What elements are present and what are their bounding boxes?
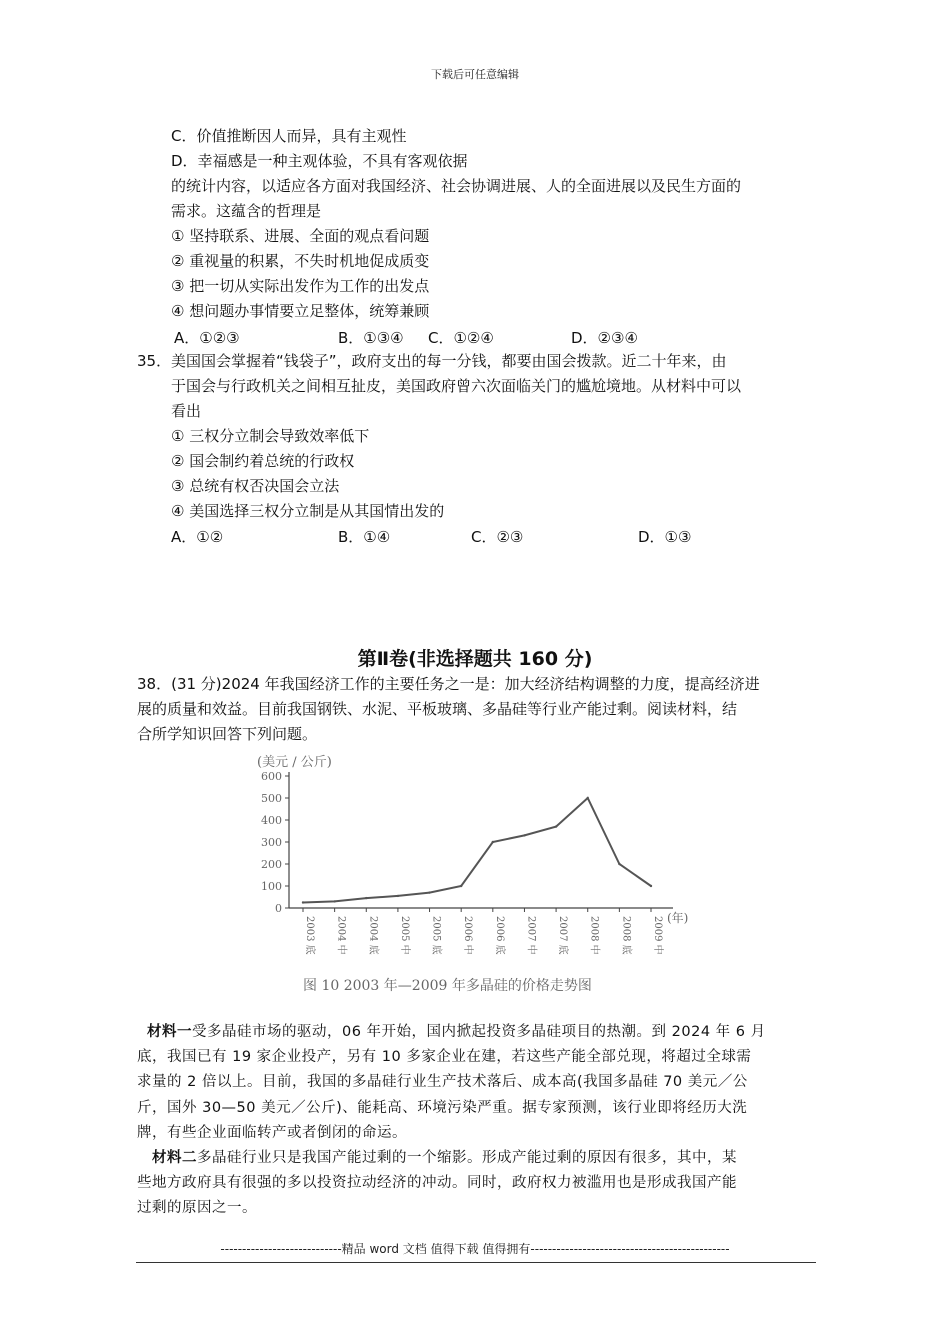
statement-item: ① 坚持联系、进展、全面的观点看问题 [171, 227, 430, 245]
material-1-line: 牌，有些企业面临转产或者倒闭的命运。 [137, 1125, 407, 1141]
chart-data-point [365, 897, 367, 899]
material-2-label: 材料二 [152, 1150, 197, 1166]
chart-data-point [523, 834, 525, 836]
chart-data-point [302, 901, 304, 903]
chart-data-point [428, 891, 430, 893]
chart-data-point [555, 825, 557, 827]
chart-x-tick-label: 2004 中 [335, 916, 347, 955]
chart-x-tick-label: 2007 中 [525, 916, 537, 955]
chart-x-tick-label: 2008 中 [588, 916, 600, 955]
chart-x-tick-label: 2008 底 [620, 916, 632, 955]
question-38-line: 展的质量和效益。目前我国钢铁、水泥、平板玻璃、多晶硅等行业产能过剩。阅读材料，结 [137, 700, 738, 718]
answer-option-b: B．①④ [338, 528, 391, 546]
page-footer: ----------------------------精品 word 文档 值得下载 值得拥有---------------------------------------------- [220, 1242, 730, 1256]
statement-item: ③ 总统有权否决国会立法 [171, 477, 340, 495]
chart-x-tick-label: 2003 底 [304, 916, 315, 955]
material-2-line: 过剩的原因之一。 [137, 1200, 257, 1216]
question-text-line: 的统计内容，以适应各方面对我国经济、社会协调进展、人的全面进展以及民生方面的 [171, 177, 742, 195]
chart-x-axis-label: (年) [667, 911, 689, 925]
chart-y-tick-label: 100 [261, 880, 282, 893]
question-text-line: 美国国会掌握着“钱袋子”，政府支出的每一分钱，都要由国会拨款。近二十年来，由 [171, 352, 727, 370]
material-2-line: 些地方政府具有很强的多以投资拉动经济的冲动。同时，政府权力被滥用也是形成我国产能 [137, 1175, 737, 1191]
chart-x-tick-label: 2006 中 [462, 916, 474, 955]
chart-y-tick-label: 200 [261, 858, 282, 871]
section-title: 第Ⅱ卷(非选择题共 160 分) [357, 648, 593, 670]
chart-x-tick-label: 2007 底 [557, 916, 569, 955]
chart-y-tick-label: 600 [261, 770, 282, 783]
chart-y-axis-label: (美元 / 公斤) [257, 755, 332, 770]
answer-option-b: B．①③④ [338, 329, 404, 347]
chart-data-point [460, 885, 462, 887]
question-text-line: 需求。这蕴含的哲理是 [171, 202, 322, 220]
footer-divider [136, 1262, 816, 1263]
statement-item: ① 三权分立制会导致效率低下 [171, 427, 370, 445]
answer-option-d: D．①③ [638, 528, 692, 546]
material-2-line [152, 1146, 737, 1172]
chart-data-point [333, 900, 335, 902]
chart-y-tick-label: 0 [275, 902, 282, 915]
answer-option-c: C．②③ [471, 528, 524, 546]
chart-y-tick-label: 300 [261, 836, 282, 849]
chart-title: 图 10 2003 年—2009 年多晶硅的价格走势图 [303, 978, 592, 994]
chart-data-point [650, 885, 652, 887]
chart-x-tick-label: 2004 底 [367, 916, 379, 955]
polysilicon-price-chart [255, 750, 715, 1000]
question-text-line: 于国会与行政机关之间相互扯皮，美国政府曾六次面临关门的尴尬境地。从材料中可以 [171, 377, 742, 395]
chart-data-point [587, 797, 589, 799]
material-1-line: 斤，国外 30—50 美元／公斤)、能耗高、环境污染严重。据专家预测，该行业即将经历大洗 [137, 1100, 748, 1116]
question-38-line: 合所学知识回答下列问题。 [137, 725, 318, 743]
statement-item: ② 国会制约着总统的行政权 [171, 452, 355, 470]
answer-option-c: C．①②④ [428, 329, 494, 347]
option-d-text: D．幸福感是一种主观体验，不具有客观依据 [171, 152, 468, 170]
statement-item: ④ 美国选择三权分立制是从其国情出发的 [171, 502, 445, 520]
material-1-line [147, 1020, 766, 1046]
chart-x-tick-label: 2009 中 [652, 916, 663, 955]
material-1-line: 底，我国已有 19 家企业投产，另有 10 多家企业在建，若这些产能全部兑现，将超过全球需 [137, 1049, 752, 1065]
chart-y-tick-label: 500 [261, 792, 282, 805]
statement-item: ② 重视量的积累，不失时机地促成质变 [171, 252, 430, 270]
question-number: 35． [137, 352, 172, 370]
page-header: 下载后可任意编辑 [431, 68, 519, 81]
material-1-label: 材料一 [147, 1024, 192, 1040]
question-38-line: 38．(31 分)2024 年我国经济工作的主要任务之一是：加大经济结构调整的力度，提高经济进 [137, 675, 760, 693]
material-1-line: 求量的 2 倍以上。目前，我国的多晶硅行业生产技术落后、成本高(我国多晶硅 70 美元／公 [137, 1074, 748, 1090]
option-c-text: C．价值推断因人而异，具有主观性 [171, 127, 407, 145]
answer-option-a: A．①② [171, 528, 224, 546]
chart-y-tick-label: 400 [261, 814, 282, 827]
material-2-text: 多晶硅行业只是我国产能过剩的一个缩影。形成产能过剩的原因有很多，其中，某 [197, 1150, 737, 1166]
question-text-line: 看出 [171, 402, 202, 420]
chart-x-tick-label: 2005 底 [430, 916, 442, 955]
statement-item: ④ 想问题办事情要立足整体，统筹兼顾 [171, 302, 430, 320]
material-1-text: 受多晶硅市场的驱动，06 年开始，国内掀起投资多晶硅项目的热潮。到 2024 年 6 月 [192, 1024, 766, 1040]
chart-x-tick-label: 2006 底 [493, 916, 505, 955]
chart-data-point [492, 841, 494, 843]
chart-data-point [397, 895, 399, 897]
answer-option-a: A．①②③ [174, 329, 240, 347]
chart-series-line [303, 798, 651, 903]
chart-data-point [618, 863, 620, 865]
statement-item: ③ 把一切从实际出发作为工作的出发点 [171, 277, 430, 295]
answer-option-d: D．②③④ [571, 329, 638, 347]
chart-x-tick-label: 2005 中 [398, 916, 410, 955]
